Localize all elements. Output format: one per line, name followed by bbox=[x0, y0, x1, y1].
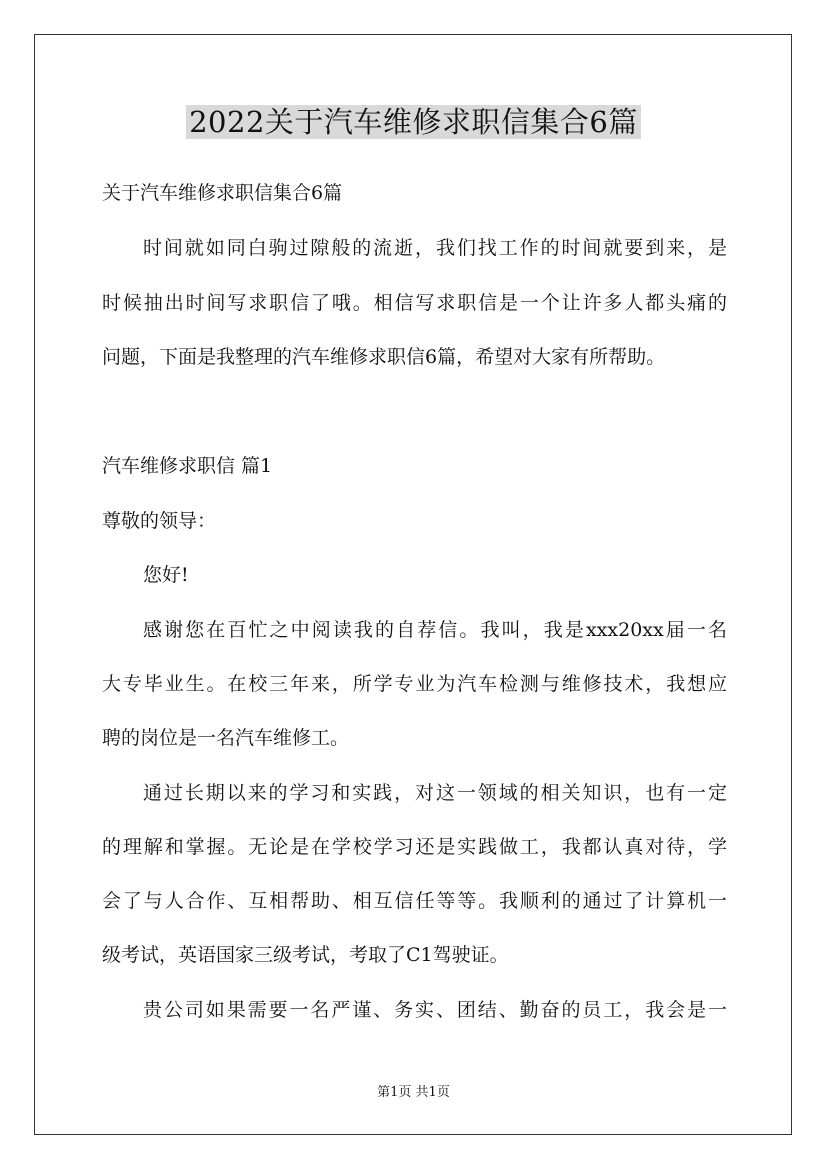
para2-line-3: 会了与人合作、互相帮助、相互信任等等。我顺利的通过了计算机一 bbox=[102, 890, 727, 912]
para2-line-2: 的理解和掌握。无论是在学校学习还是实践做工，我都认真对待，学 bbox=[102, 836, 727, 858]
intro-line-1: 时间就如同白驹过隙般的流逝，我们找工作的时间就要到来，是 bbox=[143, 237, 727, 259]
greeting: 您好! bbox=[143, 564, 189, 586]
para3-line-1: 贵公司如果需要一名严谨、务实、团结、勤奋的员工，我会是一 bbox=[143, 999, 727, 1021]
para1-line-3: 聘的岗位是一名汽车维修工。 bbox=[102, 727, 350, 749]
intro-line-3: 问题，下面是我整理的汽车维修求职信6篇，希望对大家有所帮助。 bbox=[102, 346, 666, 368]
para1-line-2: 大专毕业生。在校三年来，所学专业为汽车检测与维修技术，我想应 bbox=[102, 673, 727, 695]
para2-line-4: 级考试，英语国家三级考试，考取了C1驾驶证。 bbox=[102, 944, 509, 966]
document-title-text: 2022关于汽车维修求职信集合6篇 bbox=[186, 105, 641, 139]
page-footer: 第1页 共1页 bbox=[377, 1085, 450, 1100]
salutation: 尊敬的领导： bbox=[102, 510, 217, 532]
para1-line-1: 感谢您在百忙之中阅读我的自荐信。我叫，我是xxx20xx届一名 bbox=[143, 619, 727, 641]
section-heading: 汽车维修求职信 篇1 bbox=[102, 455, 273, 477]
document-subtitle: 关于汽车维修求职信集合6篇 bbox=[102, 182, 343, 204]
document-title bbox=[0, 101, 827, 143]
para2-line-1: 通过长期以来的学习和实践，对这一领域的相关知识，也有一定 bbox=[143, 782, 727, 804]
intro-line-2: 时候抽出时间写求职信了哦。相信写求职信是一个让许多人都头痛的 bbox=[102, 292, 727, 314]
